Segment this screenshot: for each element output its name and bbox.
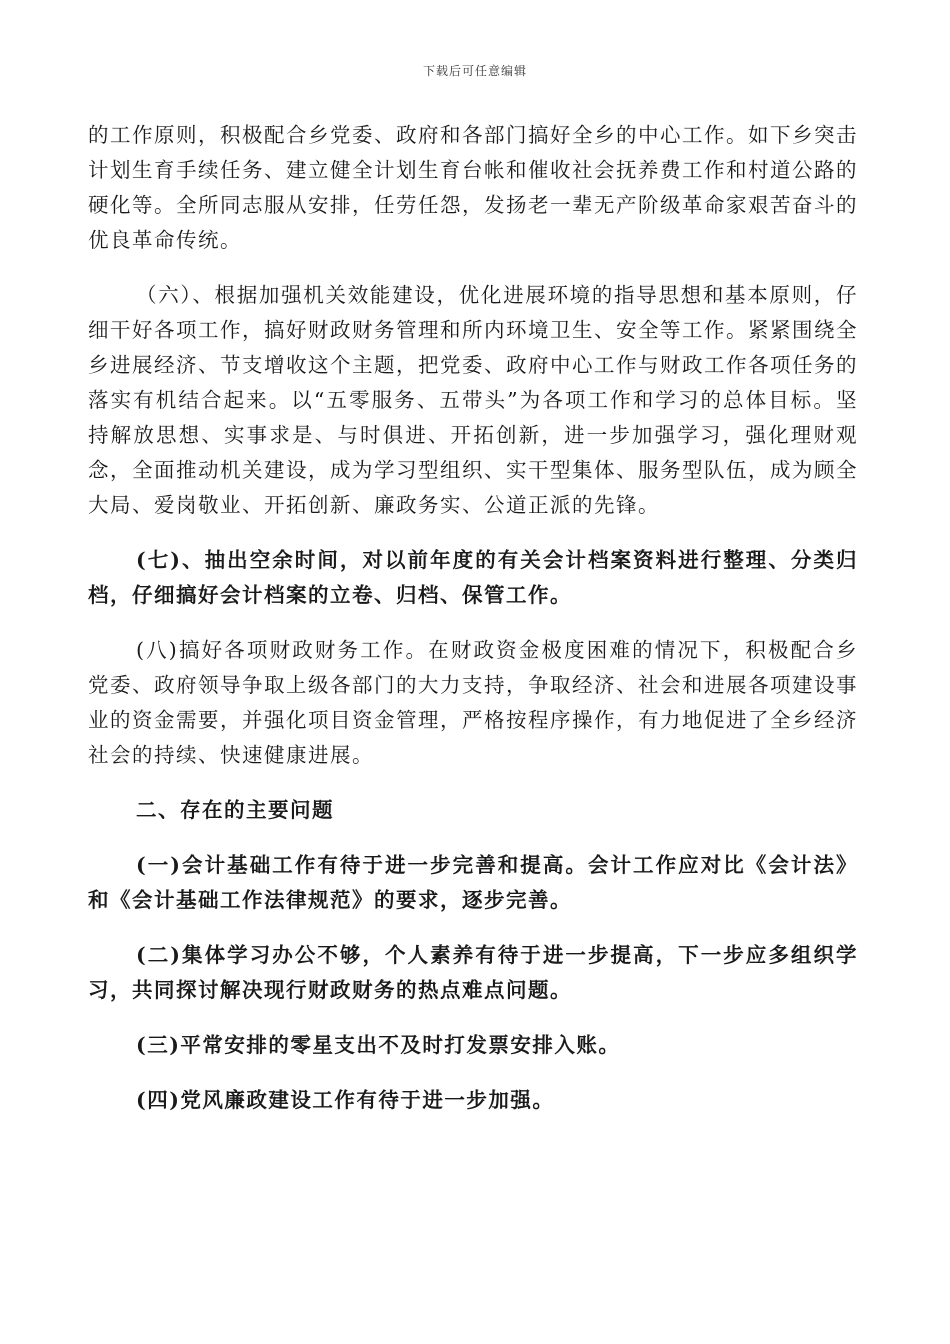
paragraph-item-6: （六）、根据加强机关效能建设，优化进展环境的指导思想和基本原则，仔细干好各项工作，搞好财政财务管理和所内环境卫生、安全等工作。紧紧围绕全乡进展经济、节支增收这个主题，把党委、政府中心工作与财政工作各项任务的落实有机结合起来。以“五零服务、五带头”为各项工作和学习的总体目标。坚持解放思想、实事求是、与时俱进、开拓创新，进一步加强学习，强化理财观念，全面推动机关建设，成为学习型组织、实干型集体、服务型队伍，成为顾全大局、爱岗敬业、开拓创新、廉政务实、公道正派的先锋。 xyxy=(88,283,858,517)
paragraph-item-7: (七)、抽出空余时间，对以前年度的有关会计档案资料进行整理、分类归档，仔细搞好会计档案的立卷、归档、保管工作。 xyxy=(88,548,858,607)
problem-item-1: (一)会计基础工作有待于进一步完善和提高。会计工作应对比《会计法》和《会计基础工作法律规范》的要求，逐步完善。 xyxy=(88,853,858,912)
problem-item-4: (四)党风廉政建设工作有待于进一步加强。 xyxy=(136,1088,555,1112)
page-header: 下载后可任意编辑 xyxy=(422,64,527,78)
problem-item-2: (二)集体学习办公不够，个人素养有待于进一步提高，下一步应多组织学习，共同探讨解决现行财政财务的热点难点问题。 xyxy=(88,943,858,1002)
problem-item-3: (三)平常安排的零星支出不及时打发票安排入账。 xyxy=(136,1033,621,1057)
paragraph-item-8: (八)搞好各项财政财务工作。在财政资金极度困难的情况下，积极配合乡党委、政府领导争取上级各部门的大力支持，争取经济、社会和进展各项建设事业的资金需要，并强化项目资金管理，严格按程序操作，有力地促进了全乡经济社会的持续、快速健康进展。 xyxy=(88,638,858,767)
paragraph-continued-work-principles: 的工作原则，积极配合乡党委、政府和各部门搞好全乡的中心工作。如下乡突击计划生育手续任务、建立健全计划生育台帐和催收社会抚养费工作和村道公路的硬化等。全所同志服从安排，任劳任怨，发扬老一辈无产阶级革命家艰苦奋斗的优良革命传统。 xyxy=(88,123,858,252)
section-heading-main-problems: 二、存在的主要问题 xyxy=(136,798,334,822)
document-body xyxy=(88,118,858,1138)
